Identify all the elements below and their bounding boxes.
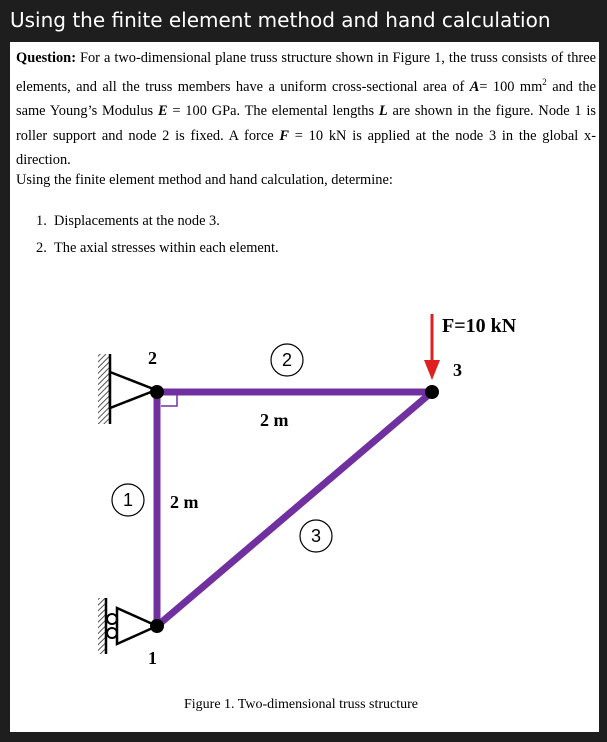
force-text: = 10 kN is applied at the node 3 in the global x-direction. [16,127,596,168]
question-intro: For a two-dimensional plane truss structure shown in Figure 1, the truss consists of three elements, and all the truss members have a uniform cross-sectional area of [16,50,596,96]
node-2 [150,385,164,399]
area-exponent: 2 [542,77,547,88]
length-symbol: L [378,103,388,120]
window-title: Using the finite element method and hand calculation [10,8,551,32]
determine-text: Using the finite element method and hand calculation, determine: [16,172,393,188]
node-label-3: 3 [453,360,462,380]
length-text: are shown in the figure. Node 1 is roller support and node 2 is fixed. A force [16,103,596,144]
task-item: 1. Displacements at the node 3. [36,213,220,229]
modulus-symbol: E [157,103,168,120]
element-label-1: 1 [122,490,134,510]
modulus-text: and the same Young’s Modulus [16,79,596,120]
figure-caption: Figure 1. Two-dimensional truss structure [184,697,419,712]
element-label-3: 3 [310,526,322,546]
node-label-1: 1 [148,648,157,668]
element-label-2: 2 [281,350,293,370]
modulus-value: = 100 GPa. The elemental lengths [172,103,375,120]
node-1 [150,619,164,633]
question-label: Question [16,50,72,66]
area-value: = 100 mm [479,79,543,96]
problem-card [10,42,599,732]
length-label-horizontal: 2 m [260,410,289,430]
node-3 [425,385,439,399]
force-label: F=10 kN [442,315,517,337]
node-label-2: 2 [148,348,157,368]
force-symbol: F [279,127,289,144]
force-arrow [424,314,440,380]
area-symbol: A [469,79,480,96]
right-angle-marker [161,395,177,406]
question-text: Question: For a two-dimensional plane truss structure shown in Figure 1, the truss consists of three elements, and all the truss members have a uniform cross-sectional area of A= 100 $mm^2$ and the same Young’s Modulus E = 100 GPa. The elemental lengths L are shown in the figure. Node 1 is roller support and node 2 is fixed. A force F = 10 kN is applied at the node 3 in the global x-direction. [16,50,596,168]
length-label-vertical: 2 m [170,492,199,512]
roller-support [98,598,157,654]
task-item: 2. The axial stresses within each element. [36,240,279,256]
truss-figure [10,42,599,732]
